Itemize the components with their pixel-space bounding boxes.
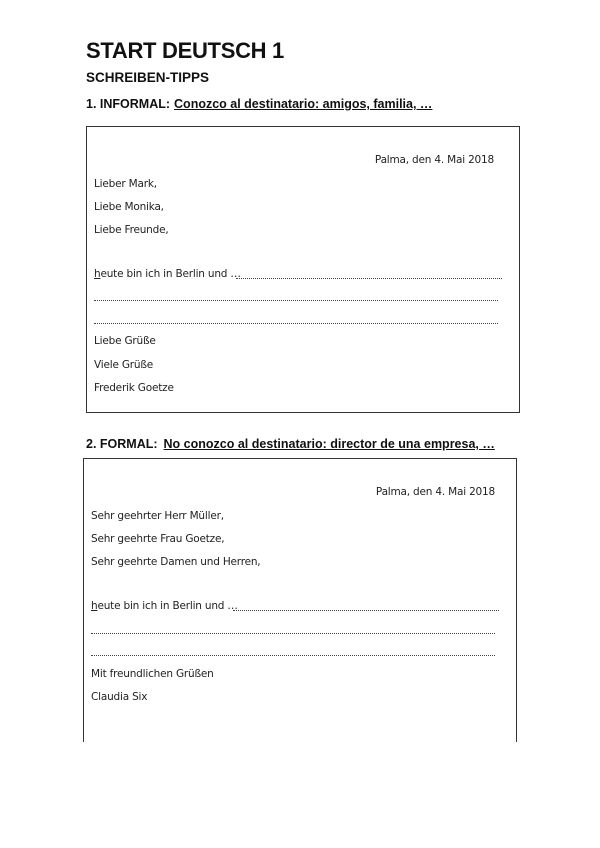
body-first-letter: h (94, 268, 101, 280)
letter-date: Palma, den 4. Mai 2018 (374, 154, 494, 166)
body-first-letter: h (91, 600, 98, 612)
section-heading-formal (86, 437, 495, 451)
letter-body-start (94, 268, 241, 280)
section-description: No conozco al destinatario: director de una empresa, … (163, 437, 495, 451)
page-title: START DEUTSCH 1 (86, 38, 284, 63)
salutation-line: Sehr geehrte Damen und Herren, (91, 556, 261, 568)
section-description: Conozco al destinatario: amigos, familia, … (174, 97, 433, 111)
salutation-line: Liebe Freunde, (94, 224, 169, 236)
salutation-line: Sehr geehrter Herr Müller, (91, 510, 224, 522)
salutation-line: Lieber Mark, (94, 178, 157, 190)
signature: Claudia Six (91, 691, 148, 703)
dotted-writing-line (233, 610, 499, 611)
letter-date: Palma, den 4. Mai 2018 (375, 486, 495, 498)
dotted-writing-line (236, 278, 502, 279)
dotted-writing-line (94, 323, 498, 324)
dotted-writing-line (91, 655, 495, 656)
letter-body-start (91, 600, 238, 612)
closing-line: Viele Grüße (94, 359, 154, 371)
dotted-writing-line (91, 633, 495, 634)
signature: Frederik Goetze (94, 382, 174, 394)
page-subtitle: SCHREIBEN-TIPPS (86, 70, 210, 85)
closing-line: Liebe Grüße (94, 335, 156, 347)
body-start-text: eute bin ich in Berlin und … (97, 600, 238, 612)
salutation-line: Liebe Monika, (94, 201, 164, 213)
section-number-label: 1. INFORMAL: (86, 97, 171, 111)
body-start-text: eute bin ich in Berlin und … (100, 268, 241, 280)
salutation-line: Sehr geehrte Frau Goetze, (91, 533, 225, 545)
closing-line: Mit freundlichen Grüßen (91, 668, 214, 680)
section-heading-informal (86, 97, 432, 111)
dotted-writing-line (94, 300, 498, 301)
section-number-label: 2. FORMAL: (86, 437, 158, 451)
